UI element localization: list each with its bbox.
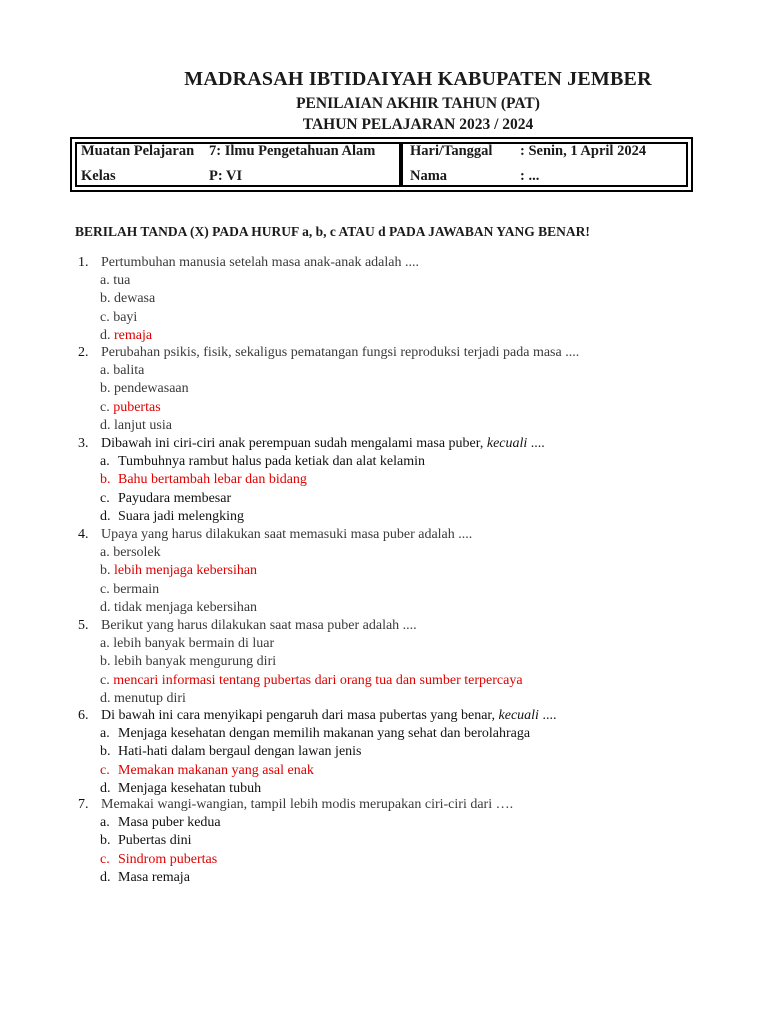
- option-letter: d.: [100, 599, 111, 615]
- name-label: Nama: [410, 168, 448, 184]
- option-text: Suara jadi melengking: [118, 508, 244, 524]
- option-text: menutup diri: [114, 690, 186, 706]
- academic-year: TAHUN PELAJARAN 2023 / 2024: [302, 116, 534, 133]
- option-a: [100, 454, 425, 470]
- option-b: [100, 744, 362, 760]
- option-b: [100, 381, 189, 397]
- option-b: [100, 291, 155, 307]
- option-letter: d.: [100, 417, 111, 433]
- option-a: [100, 363, 144, 379]
- option-a: [100, 545, 161, 561]
- option-letter: a.: [100, 636, 110, 652]
- option-text: tua: [113, 273, 131, 289]
- question-text: Perubahan psikis, fisik, sekaligus pematangan fungsi reproduksi terjadi pada masa ....: [101, 345, 580, 360]
- instruction-text: BERILAH TANDA (X) PADA HURUF a, b, c ATAU d PADA JAWABAN YANG BENAR!: [75, 224, 590, 239]
- option-letter: b.: [100, 381, 111, 397]
- option-letter: d.: [100, 508, 111, 524]
- option-text: lanjut usia: [114, 417, 172, 433]
- question-6: [78, 708, 556, 724]
- option-text: Memakan makanan yang asal enak: [118, 762, 314, 778]
- option-b: [100, 654, 276, 670]
- question-trailing-dots: ....: [538, 708, 557, 723]
- option-letter: d.: [100, 690, 111, 706]
- option-letter: c.: [100, 309, 110, 325]
- option-text: dewasa: [114, 291, 156, 307]
- question-text: Di bawah ini cara menyikapi pengaruh dari masa pubertas yang benar,: [101, 708, 499, 723]
- option-text: pendewasaan: [114, 381, 189, 397]
- option-letter: c.: [100, 399, 110, 415]
- question-5: [78, 618, 417, 634]
- option-letter: b.: [100, 472, 111, 488]
- option-d: [100, 781, 261, 797]
- exam-info-divider: [399, 142, 403, 187]
- question-text: Pertumbuhan manusia setelah masa anak-anak adalah ....: [101, 255, 419, 270]
- option-text: mencari informasi tentang pubertas dari orang tua dan sumber terpercaya: [113, 672, 523, 688]
- option-letter: a.: [100, 454, 110, 470]
- question-2: [78, 345, 579, 361]
- option-text: balita: [113, 363, 145, 379]
- option-letter: b.: [100, 291, 111, 307]
- option-d: [100, 870, 190, 886]
- option-letter: a.: [100, 363, 110, 379]
- option-letter: c.: [100, 851, 110, 867]
- option-letter: a.: [100, 726, 110, 742]
- question-number: 6.: [78, 708, 89, 723]
- exam-info-box: [70, 137, 693, 192]
- option-letter: c.: [100, 762, 110, 778]
- option-d: [100, 509, 244, 525]
- question-text: Upaya yang harus dilakukan saat memasuki masa puber adalah ....: [101, 527, 473, 542]
- option-text: Sindrom pubertas: [118, 851, 218, 867]
- option-text: Menjaga kesehatan dengan memilih makanan yang sehat dan berolahraga: [118, 726, 531, 742]
- class-value: P: VI: [209, 168, 243, 184]
- question-number: 3.: [78, 436, 89, 451]
- subject-value: 7: Ilmu Pengetahuan Alam: [209, 143, 376, 159]
- option-text: bersolek: [113, 545, 161, 561]
- option-text: lebih banyak mengurung diri: [114, 654, 277, 670]
- option-text: Masa puber kedua: [118, 815, 221, 831]
- question-trailing-dots: ....: [527, 436, 545, 451]
- option-c: [100, 763, 314, 779]
- option-letter: d.: [100, 869, 111, 885]
- option-c: [100, 310, 137, 326]
- option-a: [100, 815, 221, 831]
- option-c: [100, 400, 161, 416]
- option-b: [100, 472, 307, 488]
- option-text: Bahu bertambah lebar dan bidang: [118, 472, 307, 488]
- date-label: Hari/Tanggal: [410, 143, 493, 159]
- option-d: [100, 600, 257, 616]
- option-b: [100, 833, 192, 849]
- option-letter: a.: [100, 545, 110, 561]
- option-text: Masa remaja: [118, 869, 190, 885]
- option-c: [100, 852, 217, 868]
- option-text: Hati-hati dalam bergaul dengan lawan jenis: [118, 744, 362, 760]
- option-c: [100, 491, 231, 507]
- option-text: Menjaga kesehatan tubuh: [118, 780, 262, 796]
- option-c: [100, 582, 159, 598]
- question-number: 1.: [78, 255, 89, 270]
- name-value: : ...: [520, 168, 540, 184]
- question-7: [78, 797, 513, 813]
- class-label: Kelas: [81, 168, 116, 184]
- option-letter: b.: [100, 744, 111, 760]
- option-a: [100, 273, 130, 289]
- question-4: [78, 527, 472, 543]
- option-text: pubertas: [113, 399, 161, 415]
- option-letter: b.: [100, 654, 111, 670]
- question-number: 5.: [78, 618, 89, 633]
- option-letter: d.: [100, 327, 111, 343]
- option-a: [100, 636, 274, 652]
- option-text: Payudara membesar: [118, 490, 232, 506]
- option-letter: a.: [100, 815, 110, 831]
- option-d: [100, 418, 172, 434]
- option-c: [100, 673, 523, 689]
- option-d: [100, 691, 186, 707]
- option-text: remaja: [114, 327, 153, 343]
- school-title: MADRASAH IBTIDAIYAH KABUPATEN JEMBER: [184, 68, 652, 90]
- option-b: [100, 563, 257, 579]
- option-text: bayi: [113, 309, 138, 325]
- option-letter: a.: [100, 273, 110, 289]
- question-number: 4.: [78, 527, 89, 542]
- question-number: 2.: [78, 345, 89, 360]
- option-a: [100, 726, 530, 742]
- option-letter: c.: [100, 490, 110, 506]
- question-text: Dibawah ini ciri-ciri anak perempuan sudah mengalami masa puber,: [101, 436, 487, 451]
- option-text: tidak menjaga kebersihan: [114, 599, 258, 615]
- subject-label: Muatan Pelajaran: [81, 143, 195, 159]
- question-kecuali: kecuali: [498, 708, 539, 723]
- option-text: lebih menjaga kebersihan: [114, 563, 258, 579]
- date-value: : Senin, 1 April 2024: [520, 143, 647, 159]
- option-letter: c.: [100, 672, 110, 688]
- exam-title: PENILAIAN AKHIR TAHUN (PAT): [296, 95, 540, 112]
- option-text: lebih banyak bermain di luar: [113, 636, 275, 652]
- option-letter: c.: [100, 581, 110, 597]
- option-text: Pubertas dini: [118, 833, 192, 849]
- option-d: [100, 328, 152, 344]
- option-letter: b.: [100, 563, 111, 579]
- question-text: Berikut yang harus dilakukan saat masa puber adalah ....: [101, 618, 417, 633]
- question-number: 7.: [78, 797, 89, 812]
- question-3: [78, 436, 545, 452]
- option-text: bermain: [113, 581, 160, 597]
- option-text: Tumbuhnya rambut halus pada ketiak dan alat kelamin: [118, 454, 426, 470]
- question-text: Memakai wangi-wangian, tampil lebih modis merupakan ciri-ciri dari ….: [101, 797, 514, 812]
- question-1: [78, 255, 419, 271]
- option-letter: d.: [100, 780, 111, 796]
- question-kecuali: kecuali: [486, 436, 528, 451]
- option-letter: b.: [100, 833, 111, 849]
